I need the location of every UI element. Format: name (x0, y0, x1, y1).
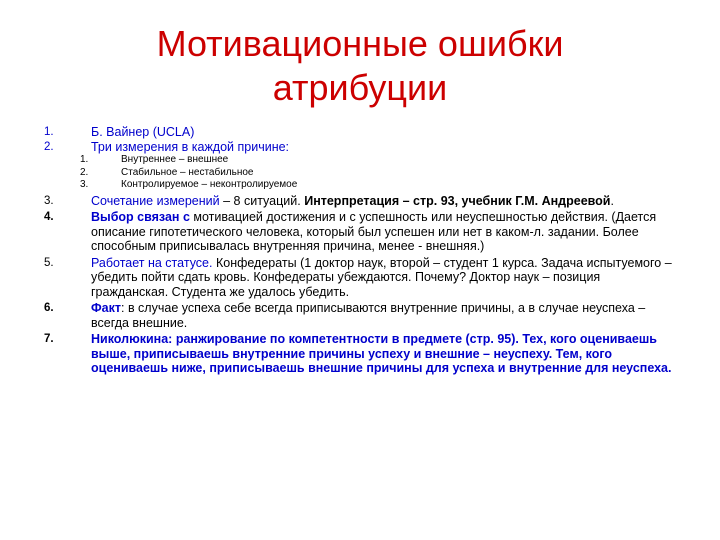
item-text: : в случае успеха себе всегда приписываются внутренние причины, а в случае неуспеха – всегда внешние. (91, 301, 646, 330)
list-item-5 (0, 256, 720, 300)
title-line-1: Мотивационные ошибки (156, 23, 564, 64)
subitem-number: 3. (80, 179, 89, 190)
item-number: 7. (44, 333, 54, 345)
subitem-number: 2. (80, 166, 89, 178)
item-text: Три измерения в каждой причине: (91, 139, 290, 154)
item-text: Николюкина: ранжирование по компетентности в предмете (стр. 95). Тех, кого оцениваешь выше, приписываешь внутренние причины успеху и внешние – неуспеху. Тем, кого оцениваешь ниже, приписываешь внешние причины для успеха и внутренние для неуспеха. (91, 332, 672, 375)
item-reference: Интерпретация – стр. 93, учебник Г.М. Андреевой (304, 193, 611, 208)
item-text: мотивацией достижения и с успешность или неуспешностью действия. (Дается описание гипотетического человека, который был успешен или нет в каком-л. задании. Более способным приписывалась внутренняя причина, менее - внешняя.) (91, 210, 657, 253)
item-text: – 8 ситуаций. (219, 193, 305, 208)
subitem-number: 1. (80, 154, 89, 165)
item-lead: Факт (91, 301, 121, 315)
item-text: Б. Вайнер (UCLA) (91, 125, 195, 139)
title-line-2: атрибуции (272, 67, 448, 108)
list-item-7 (0, 332, 720, 376)
list-item-1 (0, 125, 720, 140)
subitem-text: Стабильное – нестабильное (121, 166, 254, 178)
item-lead: Работает на статусе. (91, 255, 213, 270)
subitem-text: Внутреннее – внешнее (121, 154, 229, 165)
item-number: 2. (44, 140, 54, 153)
item-number: 4. (44, 211, 54, 223)
item-lead: Выбор связан с (91, 210, 190, 224)
item-number: 5. (44, 256, 54, 269)
sublist-item-1 (0, 154, 720, 167)
item-number: 6. (44, 302, 54, 314)
slide-title (60, 22, 660, 110)
sublist-item-3 (0, 179, 720, 192)
list-item-6 (0, 301, 720, 330)
item-text: Конфедераты (1 доктор наук, второй – студент 1 курса. Задача испытуемого – убедить пойти сдать кровь. Конфедераты убеждаются. Почему? Доктор наук – позиция гражданская. Студента же удалось убедить. (91, 255, 672, 299)
subitem-text: Контролируемое – неконтролируемое (121, 179, 298, 190)
item-number: 1. (44, 126, 54, 138)
list-item-4 (0, 210, 720, 254)
list-item-3 (0, 194, 720, 209)
item-text-end: . (610, 193, 614, 208)
list-item-2 (0, 140, 720, 155)
content-list (0, 125, 720, 376)
item-number: 3. (44, 194, 54, 207)
item-lead: Сочетание измерений (91, 193, 220, 208)
sublist-item-2 (0, 167, 720, 180)
